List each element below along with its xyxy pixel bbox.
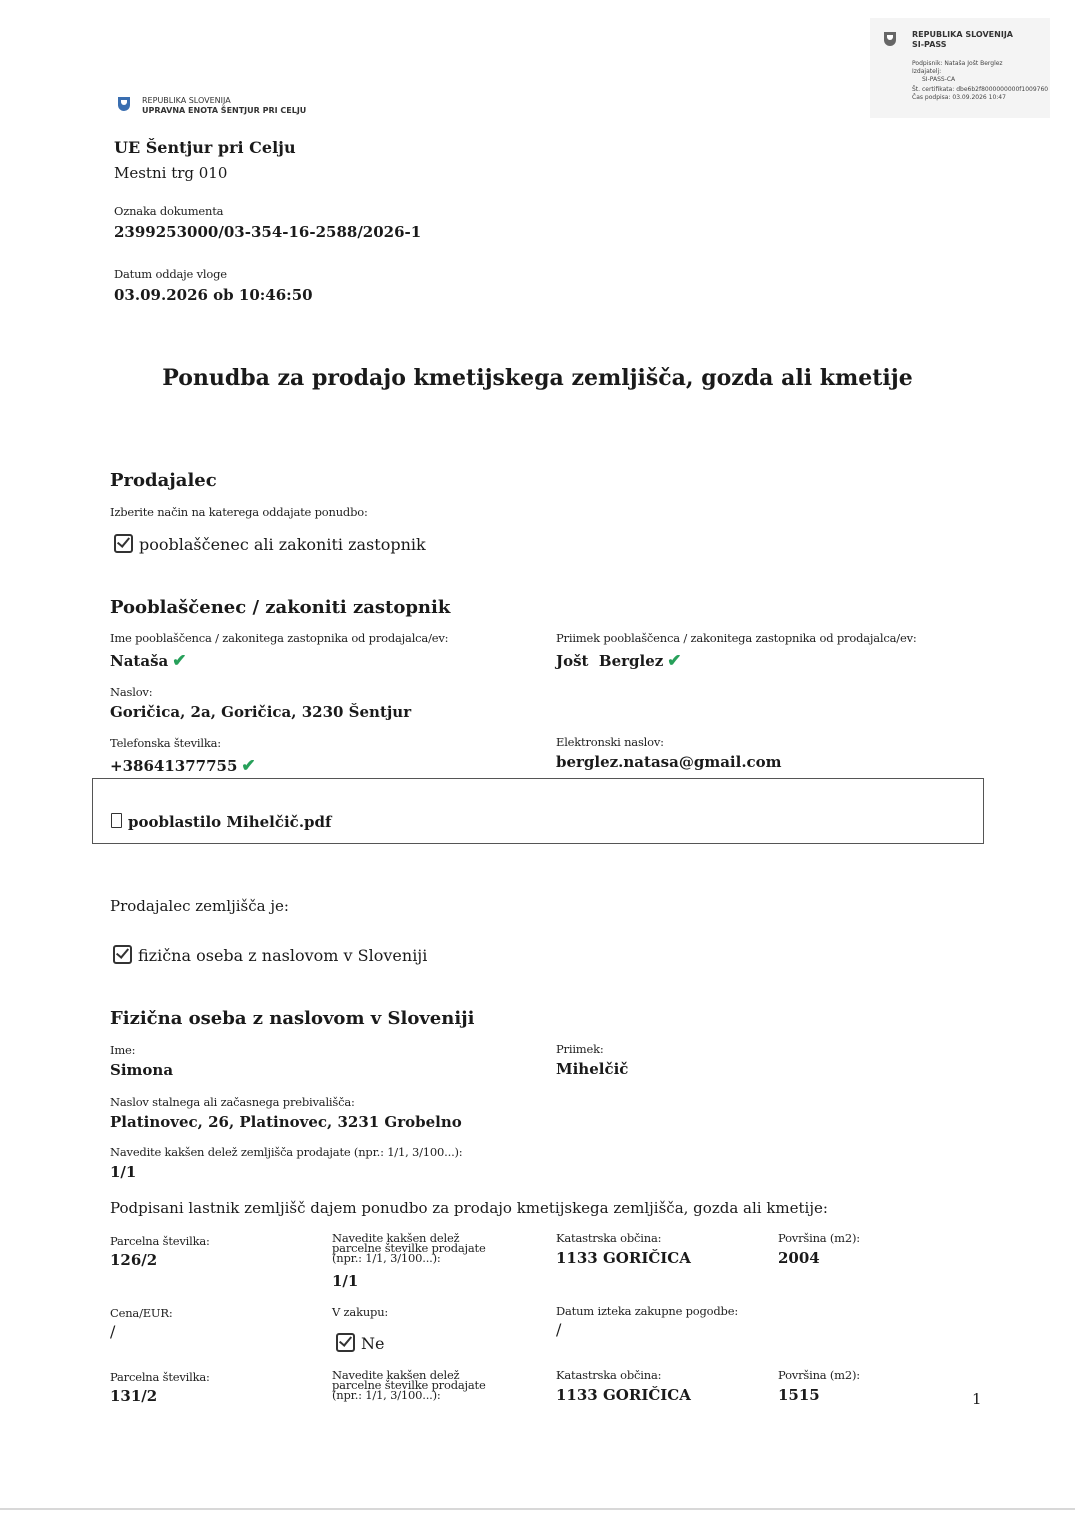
checkbox-checked-icon bbox=[336, 1333, 355, 1352]
agent-first-name bbox=[110, 651, 187, 671]
parcel-price-label: Cena/EUR: bbox=[110, 1306, 173, 1320]
seal-line: Št. certifikata: dbe6b2f8000000000f1009760 bbox=[912, 86, 1049, 93]
seller-type-choice: fizična oseba z naslovom v Sloveniji bbox=[138, 946, 428, 965]
parcel-price: / bbox=[110, 1322, 116, 1341]
person-address: Platinovec, 26, Platinovec, 3231 Grobelno bbox=[110, 1113, 462, 1131]
parcel-number-label: Parcelna številka: bbox=[110, 1370, 210, 1384]
parcel-area-label: Površina (m2): bbox=[778, 1368, 860, 1382]
seller-choose-label: Izberite način na katerega oddajate ponudbo: bbox=[110, 505, 368, 519]
person-surname-label: Priimek: bbox=[556, 1042, 604, 1056]
parcel-lease-end-label: Datum izteka zakupne pogodbe: bbox=[556, 1304, 739, 1318]
seal-line: Izdajatelj: bbox=[912, 68, 942, 75]
parcel-municipality-label: Katastrska občina: bbox=[556, 1231, 662, 1245]
submit-date: 03.09.2026 ob 10:46:50 bbox=[114, 286, 313, 304]
person-address-label: Naslov stalnega ali začasnega prebivališča: bbox=[110, 1095, 355, 1109]
seal-system: SI-PASS bbox=[912, 40, 947, 49]
agent-last-name bbox=[556, 651, 682, 671]
agent-first-name-value: Nataša bbox=[110, 652, 169, 670]
attachment-filename: pooblastilo Mihelčič.pdf bbox=[128, 813, 332, 831]
header-unit: UPRAVNA ENOTA ŠENTJUR PRI CELJU bbox=[142, 106, 307, 115]
verified-check-icon: ✔ bbox=[172, 651, 187, 671]
verified-check-icon: ✔ bbox=[667, 651, 682, 671]
person-name-label: Ime: bbox=[110, 1043, 136, 1057]
org-address: Mestni trg 010 bbox=[114, 164, 228, 182]
attachment-link[interactable] bbox=[111, 813, 331, 831]
checkbox-checked-icon bbox=[114, 534, 133, 553]
offer-statement: Podpisani lastnik zemljišč dajem ponudbo za prodajo kmetijskega zemljišča, gozda ali kmetije: bbox=[110, 1199, 828, 1217]
parcel-share: 1/1 bbox=[332, 1272, 359, 1290]
seller-type-checkbox[interactable] bbox=[113, 945, 427, 965]
verified-check-icon: ✔ bbox=[241, 756, 256, 776]
agent-heading: Pooblaščenec / zakoniti zastopnik bbox=[110, 597, 451, 618]
parcel-area-label: Površina (m2): bbox=[778, 1231, 860, 1245]
org-name: UE Šentjur pri Celju bbox=[114, 138, 296, 157]
seal-line: Čas podpisa: 03.09.2026 10:47 bbox=[912, 94, 1006, 101]
parcel-number: 131/2 bbox=[110, 1387, 158, 1405]
parcel-number-label: Parcelna številka: bbox=[110, 1234, 210, 1248]
seller-choice-label: pooblaščenec ali zakoniti zastopnik bbox=[139, 535, 426, 554]
person-name: Simona bbox=[110, 1061, 174, 1079]
coat-of-arms-icon bbox=[118, 97, 130, 111]
person-surname: Mihelčič bbox=[556, 1060, 629, 1078]
parcel-lease-end: / bbox=[556, 1320, 562, 1339]
header-country: REPUBLIKA SLOVENIJA bbox=[142, 96, 231, 105]
submit-date-label: Datum oddaje vloge bbox=[114, 267, 227, 281]
doc-number: 2399253000/03-354-16-2588/2026-1 bbox=[114, 223, 422, 241]
attachment-box bbox=[92, 778, 984, 844]
seal-country: REPUBLIKA SLOVENIJA bbox=[912, 30, 1013, 39]
agent-phone-label: Telefonska številka: bbox=[110, 736, 221, 750]
seller-heading: Prodajalec bbox=[110, 470, 217, 491]
agent-first-name-label: Ime pooblaščenca / zakonitega zastopnika od prodajalca/ev: bbox=[110, 631, 449, 645]
parcel-lease-value: Ne bbox=[361, 1334, 385, 1353]
agent-phone bbox=[110, 756, 256, 776]
page-title: Ponudba za prodajo kmetijskega zemljišča, gozda ali kmetije bbox=[162, 365, 913, 391]
parcel-share-label: Navedite kakšen delež parcelne številke prodajate (npr.: 1/1, 3/100...): bbox=[332, 1368, 486, 1402]
parcel-municipality: 1133 GORIČICA bbox=[556, 1386, 691, 1404]
checkbox-checked-icon bbox=[113, 945, 132, 964]
person-share-label: Navedite kakšen delež zemljišča prodajate (npr.: 1/1, 3/100...): bbox=[110, 1145, 463, 1159]
agent-address-label: Naslov: bbox=[110, 685, 153, 699]
agent-email: berglez.natasa@gmail.com bbox=[556, 753, 782, 771]
page-bottom-edge bbox=[0, 1508, 1075, 1510]
agent-email-label: Elektronski naslov: bbox=[556, 735, 664, 749]
person-heading: Fizična oseba z naslovom v Sloveniji bbox=[110, 1008, 475, 1029]
seal-line: Podpisnik: Nataša Jošt Berglez bbox=[912, 60, 1003, 67]
parcel-area: 1515 bbox=[778, 1386, 820, 1404]
parcel-municipality-label: Katastrska občina: bbox=[556, 1368, 662, 1382]
coat-of-arms-icon bbox=[884, 32, 896, 46]
seal-line: SI-PASS-CA bbox=[922, 76, 956, 83]
agent-address: Goričica, 2a, Goričica, 3230 Šentjur bbox=[110, 703, 412, 721]
signature-seal bbox=[870, 18, 1050, 118]
agent-phone-value: +38641377755 bbox=[110, 757, 238, 775]
parcel-number: 126/2 bbox=[110, 1251, 158, 1269]
parcel-area: 2004 bbox=[778, 1249, 820, 1267]
page-number: 1 bbox=[972, 1390, 982, 1408]
seller-type-label: Prodajalec zemljišča je: bbox=[110, 897, 289, 915]
seller-choice-checkbox[interactable] bbox=[114, 534, 426, 554]
file-icon bbox=[111, 813, 122, 828]
person-share: 1/1 bbox=[110, 1163, 137, 1181]
parcel-lease-label: V zakupu: bbox=[332, 1305, 389, 1319]
parcel-lease-checkbox[interactable] bbox=[336, 1333, 384, 1353]
agent-last-name-label: Priimek pooblaščenca / zakonitega zastopnika od prodajalca/ev: bbox=[556, 631, 917, 645]
doc-number-label: Oznaka dokumenta bbox=[114, 204, 224, 218]
agent-last-name-value: Jošt Berglez bbox=[556, 652, 664, 670]
parcel-municipality: 1133 GORIČICA bbox=[556, 1249, 691, 1267]
parcel-share-label: Navedite kakšen delež parcelne številke prodajate (npr.: 1/1, 3/100...): bbox=[332, 1231, 486, 1265]
